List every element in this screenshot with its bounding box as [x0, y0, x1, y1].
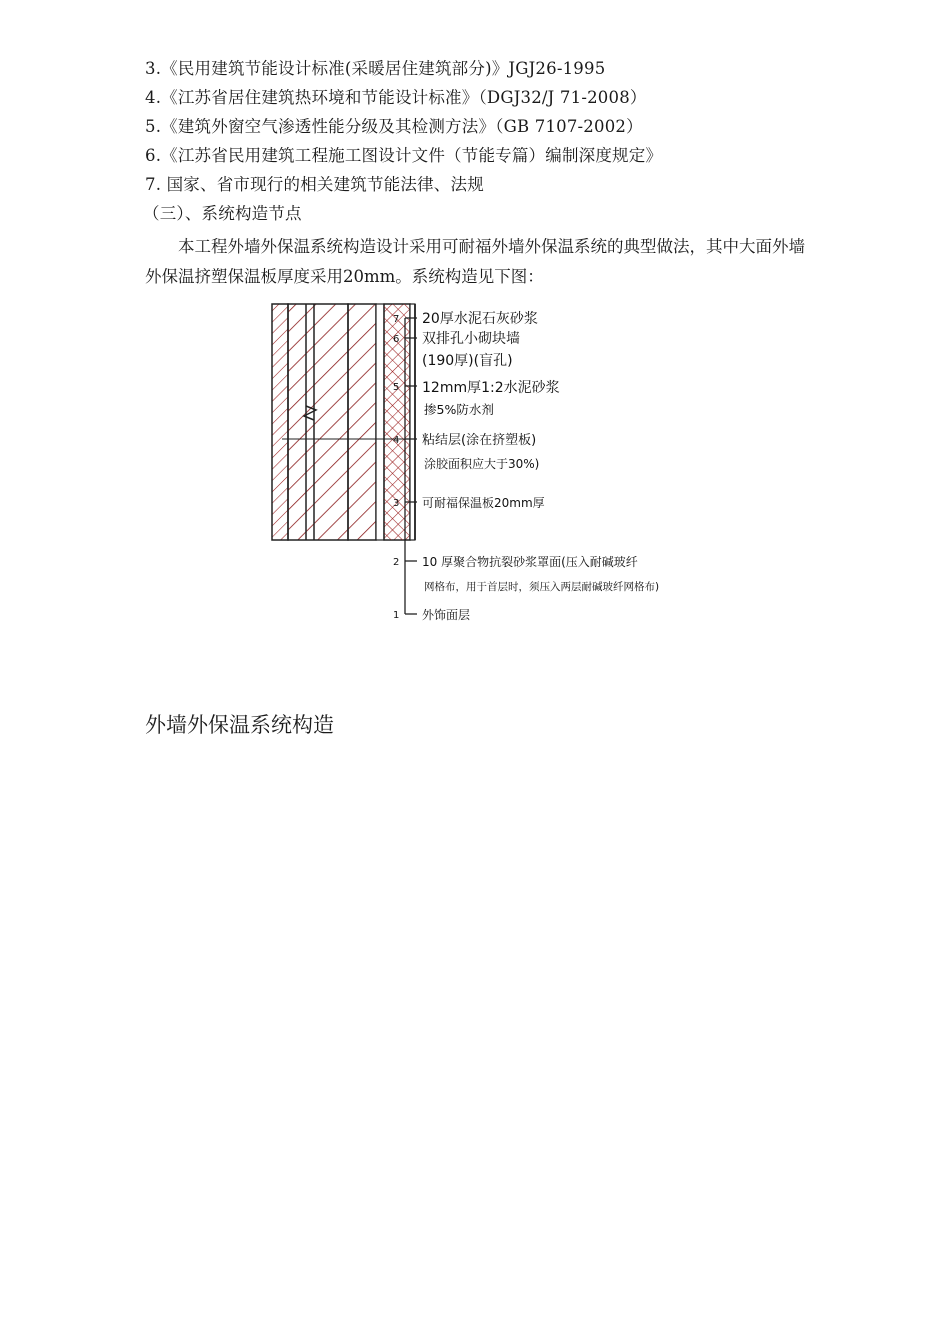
layer-label: 10 厚聚合物抗裂砂浆罩面(压入耐碱玻纤 [422, 555, 638, 569]
reference-item-7: 7. 国家、省市现行的相关建筑节能法律、法规 [145, 175, 484, 194]
mortar-layer [348, 304, 376, 540]
layer-number: 2 [393, 557, 400, 568]
layer-label: 外饰面层 [422, 608, 471, 622]
section-heading: （三）、系统构造节点 [143, 204, 302, 223]
layer-label: 20厚水泥石灰砂浆 [422, 311, 538, 327]
layer-number: 4 [393, 435, 400, 446]
reference-item-5: 5.《建筑外窗空气渗透性能分级及其检测方法》（GB 7107-2002） [145, 117, 643, 136]
body-paragraph-text: 本工程外墙外保温系统构造设计采用可耐福外墙外保温系统的典型做法，其中大面外墙外保温挤塑保温板厚度采用20mm。系统构造见下图： [145, 237, 805, 286]
layer-label: 双排孔小砌块墙 [422, 331, 520, 347]
block-wall-layer [288, 304, 348, 540]
adhesive-layer [376, 304, 384, 540]
layer-label: (190厚)(盲孔) [422, 353, 513, 369]
layer-number: 3 [393, 498, 400, 509]
reference-item-6: 6.《江苏省民用建筑工程施工图设计文件（节能专篇）编制深度规定》 [145, 146, 663, 165]
figure-caption: 外墙外保温系统构造 [145, 713, 334, 737]
layer-number: 5 [393, 382, 400, 393]
layer-number: 1 [393, 610, 400, 621]
layer-label: 网格布，用于首层时，须压入两层耐碱玻纤网格布) [424, 581, 660, 593]
wall-construction-diagram [262, 298, 702, 638]
layer-label: 可耐福保温板20mm厚 [422, 496, 545, 510]
layer-label: 掺5%防水剂 [424, 402, 494, 417]
layer-label: 12mm厚1:2水泥砂浆 [422, 380, 560, 396]
layer-number: 6 [393, 334, 400, 345]
body-paragraph [145, 232, 815, 292]
plaster-layer [272, 304, 288, 540]
reference-item-3: 3.《民用建筑节能设计标准(采暖居住建筑部分)》JGJ26-1995 [145, 59, 606, 78]
layer-number: 7 [393, 314, 400, 325]
layer-label: 涂胶面积应大于30%) [424, 457, 540, 471]
layer-label: 粘结层(涂在挤塑板) [422, 433, 537, 448]
reference-item-4: 4.《江苏省居住建筑热环境和节能设计标准》（DGJ32/J 71-2008） [145, 88, 647, 107]
